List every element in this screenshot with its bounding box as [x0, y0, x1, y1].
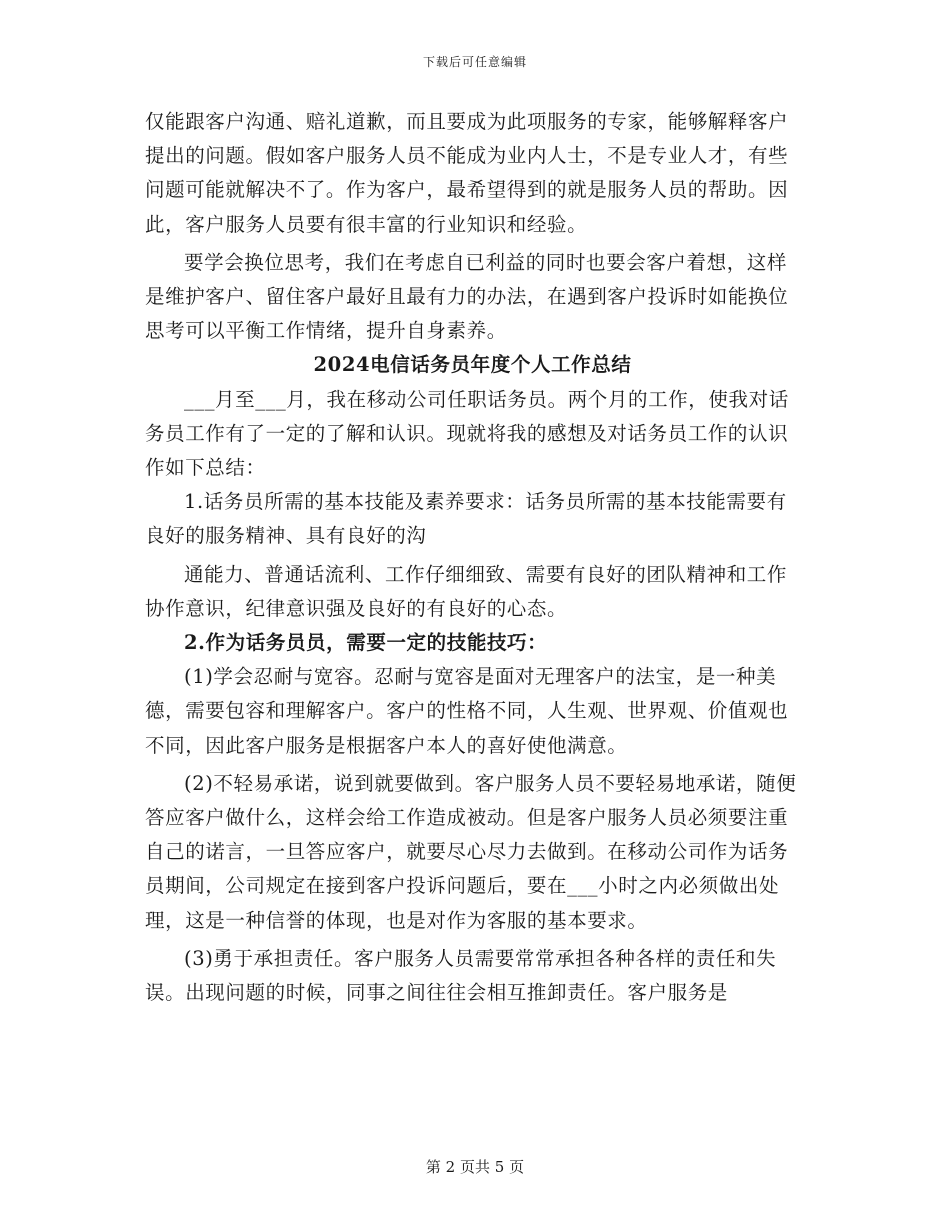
page-header: 下载后可任意编辑 — [422, 55, 527, 69]
paragraph-3: ___月至___月，我在移动公司任职话务员。两个月的工作，使我对话务员工作有了一定的了解和认识。现就将我的感想及对话务员工作的认识作如下总结： — [145, 387, 789, 480]
paragraph-2: 要学会换位思考，我们在考虑自已利益的同时也要会客户着想，这样是维护客户、留住客户最好且最有力的办法，在遇到客户投诉时如能换位思考可以平衡工作情绪，提升自身素养。 — [145, 250, 789, 343]
paragraph-5: 通能力、普通话流利、工作仔细细致、需要有良好的团队精神和工作协作意识，纪律意识强及良好的有良好的心态。 — [145, 562, 788, 620]
paragraph-6-heading: 2.作为话务员员，需要一定的技能技巧： — [184, 631, 548, 655]
paragraph-8: (2)不轻易承诺，说到就要做到。客户服务人员不要轻易地承诺，随便答应客户做什么，这样会给工作造成被动。但是客户服务人员必须要注重自己的诺言，一旦答应客户，就要尽心尽力去做到。在移动公司作为话务员期间，公司规定在接到客户投诉问题后，要在___小时之内必须做出处理，这是一种信誉的体现，也是对作为客服的基本要求。 — [145, 771, 797, 932]
paragraph-1: 仅能跟客户沟通、赔礼道歉，而且要成为此项服务的专家，能够解释客户提出的问题。假如客户服务人员不能成为业内人士，不是专业人才，有些问题可能就解决不了。作为客户，最希望得到的就是服务人员的帮助。因此，客户服务人员要有很丰富的行业知识和经验。 — [145, 110, 789, 236]
section-title: 2024电信话务员年度个人工作总结 — [313, 353, 632, 377]
page-footer: 第 2 页共 5 页 — [425, 1158, 525, 1176]
paragraph-9: (3)勇于承担责任。客户服务人员需要常常承担各种各样的责任和失误。出现问题的时候，同事之间往往会相互推卸责任。客户服务是 — [145, 946, 777, 1005]
document-body — [145, 105, 800, 1010]
paragraph-7: (1)学会忍耐与宽容。忍耐与宽容是面对无理客户的法宝，是一种美德，需要包容和理解客户。客户的性格不同，人生观、世界观、价值观也不同，因此客户服务是根据客户本人的喜好使他满意。 — [145, 665, 789, 757]
paragraph-4: 1.话务员所需的基本技能及素养要求：话务员所需的基本技能需要有良好的服务精神、具有良好的沟 — [145, 490, 787, 548]
